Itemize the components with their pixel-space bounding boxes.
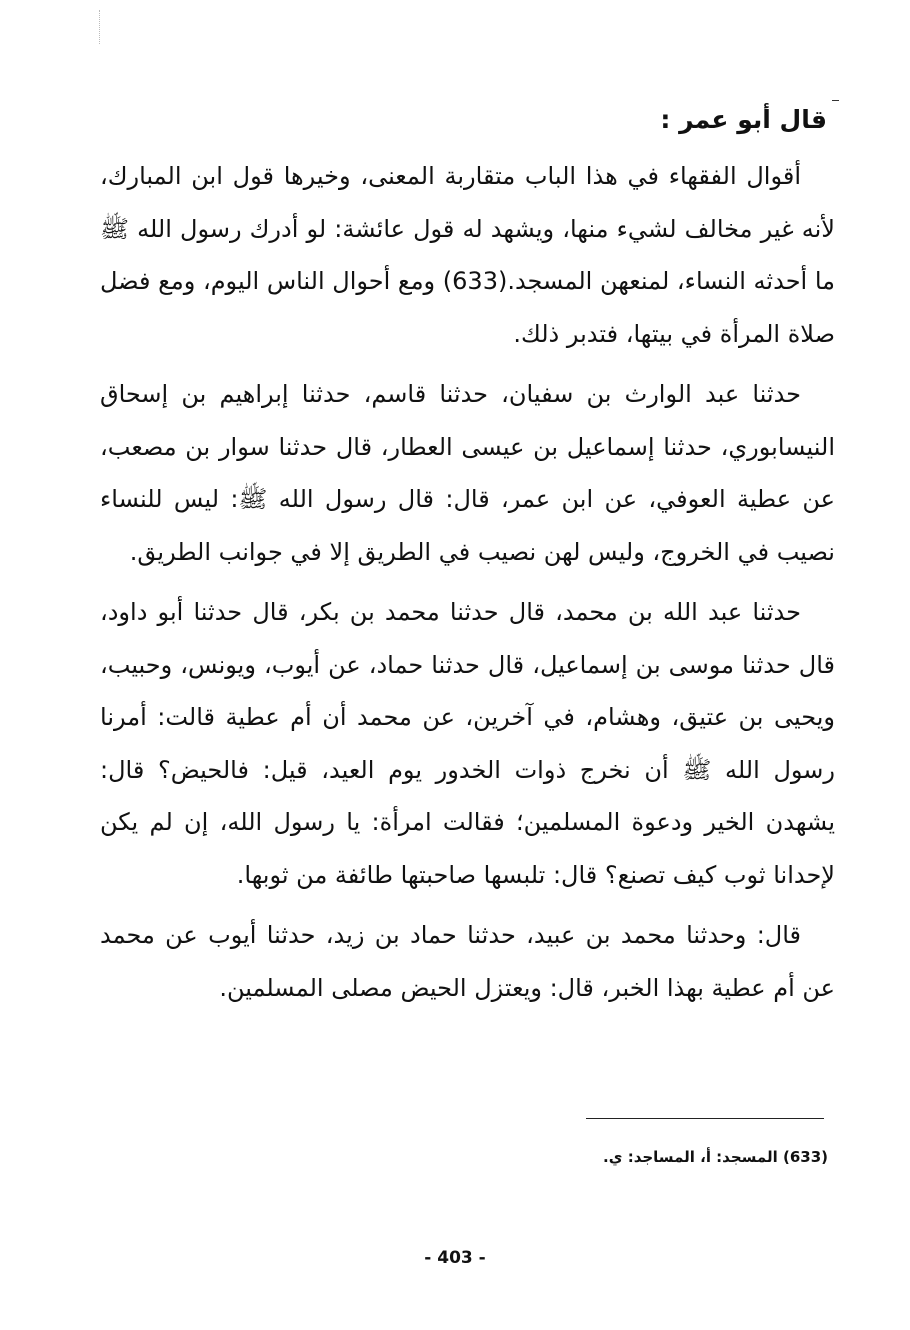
paragraph-2-text: حدثنا عبد الوارث بن سفيان، حدثنا قاسم، حدثنا إبراهيم بن إسحاق النيسابوري، حدثنا إسماعيل بن عيسى العطار، قال حدثنا سوار بن مصعب، عن عطية العوفي، عن ابن عمر، قال: قال رسول الله ﷺ: ليس للنساء نصيب في الخروج، وليس لهن نصيب في الطريق إلا في جوانب الطريق. — [100, 380, 835, 566]
paragraph-1-text: أقوال الفقهاء في هذا الباب متقاربة المعنى، وخيرها قول ابن المبارك، لأنه غير مخالف لشيء منها، ويشهد له قول عائشة: لو أدرك رسول الله ﷺ ما أحدثه النساء، لمنعهن المسجد.(633) ومع أحوال الناس اليوم، ومع فضل صلاة المرأة في بيتها، فتدبر ذلك. — [100, 162, 835, 348]
footnote-separator — [586, 1118, 824, 1119]
paragraph-2 — [100, 368, 835, 578]
paragraph-4-text: قال: وحدثنا محمد بن عبيد، حدثنا حماد بن زيد، حدثنا أيوب عن محمد عن أم عطية بهذا الخبر، قال: ويعتزل الحيض مصلى المسلمين. — [100, 921, 835, 1002]
scan-speck — [99, 10, 104, 44]
paragraph-3-text: حدثنا عبد الله بن محمد، قال حدثنا محمد بن بكر، قال حدثنا أبو داود، قال حدثنا موسى بن إسماعيل، قال حدثنا حماد، عن أيوب، ويونس، وحبيب، ويحيى بن عتيق، وهشام، في آخرين، عن محمد أن أم عطية قالت: أمرنا رسول الله ﷺ أن نخرج ذوات الخدور يوم العيد، قيل: فالحيض؟ قال: يشهدن الخير ودعوة المسلمين؛ فقالت امرأة: يا رسول الله، إن لم يكن لإحدانا ثوب كيف تصنع؟ قال: تلبسها صاحبتها طائفة من ثوبها. — [100, 598, 835, 889]
footnote: (633) المسجد: أ، المساجد: ي. — [603, 1148, 828, 1166]
paragraph-4 — [100, 909, 835, 1014]
paragraph-1 — [100, 150, 835, 360]
section-heading: قال أبو عمر : — [660, 105, 827, 134]
paragraph-3 — [100, 586, 835, 901]
page-body — [100, 90, 835, 1022]
page-number: - 403 - — [424, 1248, 486, 1268]
